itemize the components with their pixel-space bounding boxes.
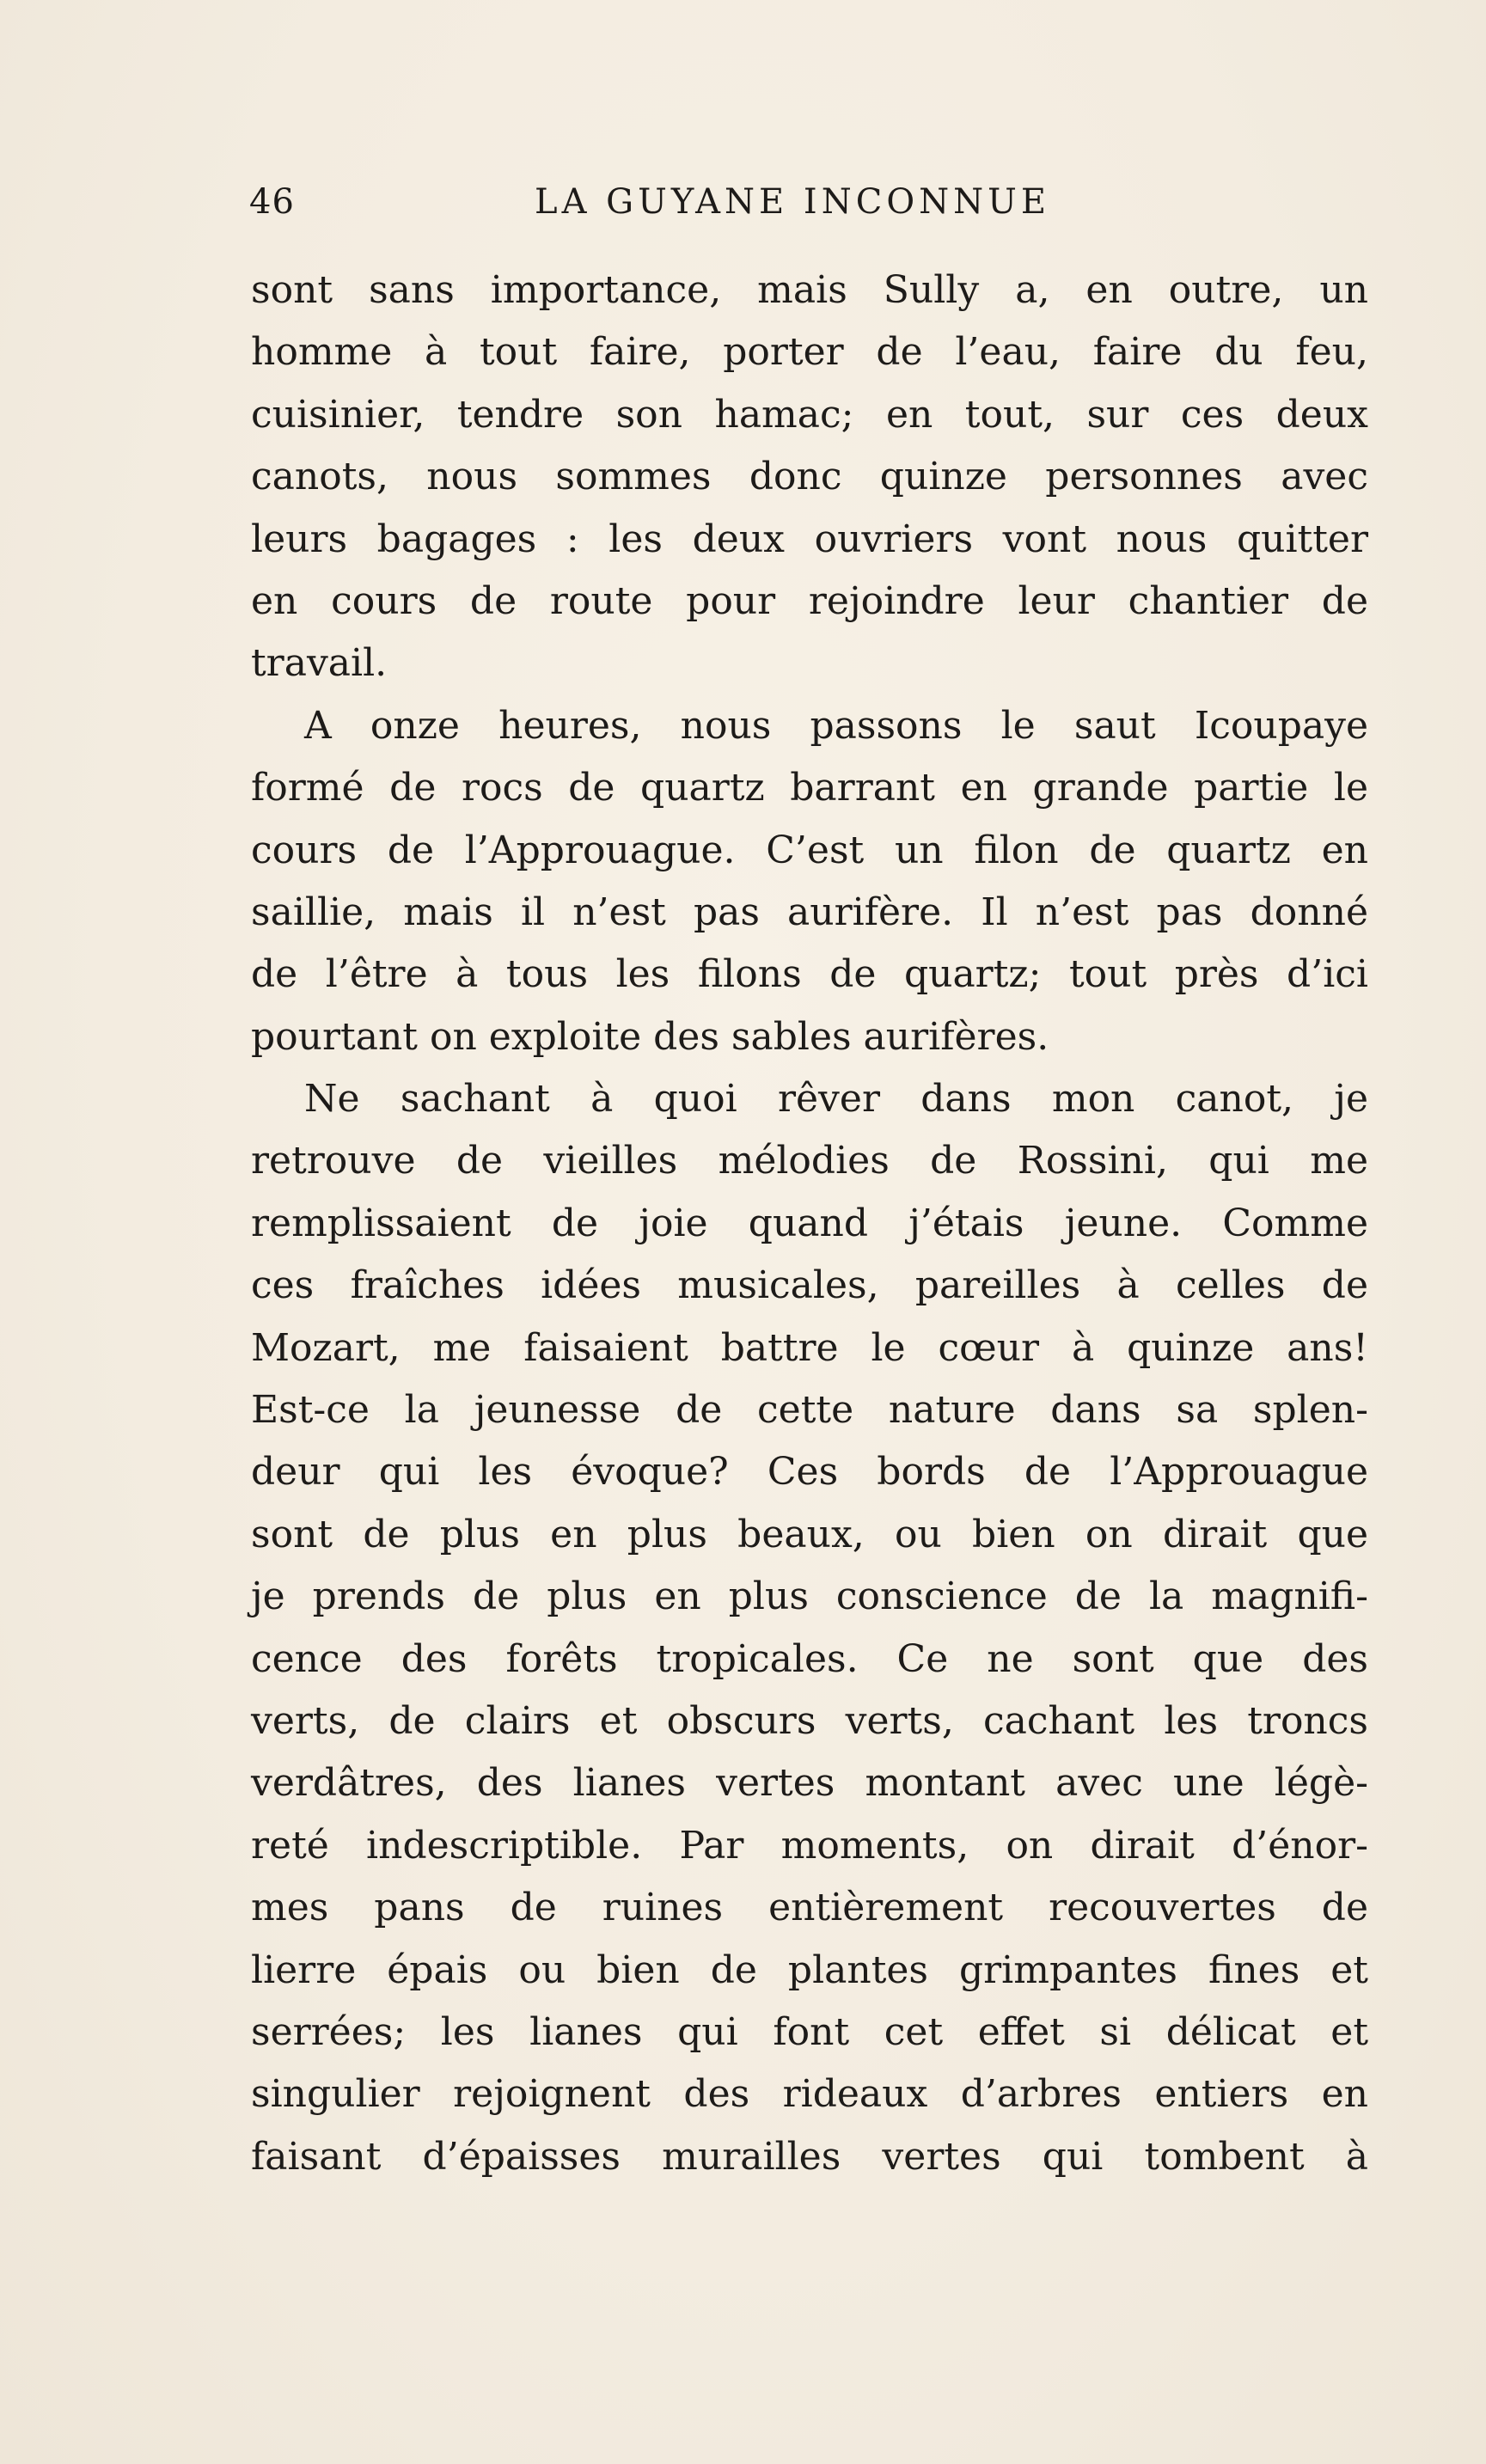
text-line: sont sans importance, mais Sully a, en outre, un (251, 268, 1368, 312)
page-header (249, 182, 1375, 234)
text-line: cuisinier, tendre son hamac; en tout, sur ces deux (251, 392, 1368, 437)
text-line: verdâtres, des lianes vertes montant avec une légè- (251, 1761, 1368, 1806)
text-line: ces fraîches idées musicales, pareilles à celles de (251, 1263, 1368, 1308)
text-line: leurs bagages : les deux ouvriers vont nous quitter (251, 517, 1368, 561)
text-line: en cours de route pour rejoindre leur chantier de (251, 578, 1368, 623)
text-line: deur qui les évoque? Ces bords de l’Approuague (251, 1450, 1368, 1495)
text-line: Mozart, me faisaient battre le cœur à quinze ans! (251, 1325, 1368, 1370)
text-line: je prends de plus en plus conscience de la magnifi- (251, 1574, 1368, 1619)
text-line: formé de rocs de quartz barrant en grande partie le (251, 766, 1368, 810)
body-text (251, 260, 1368, 2188)
text-line: de l’être à tous les filons de quartz; tout près d’ici (251, 952, 1368, 997)
paragraph-start-line: A onze heures, nous passons le saut Icoupaye (304, 703, 1368, 748)
text-line: serrées; les lianes qui font cet effet si délicat et (251, 2009, 1368, 2054)
text-line: lierre épais ou bien de plantes grimpantes fines et (251, 1947, 1368, 1992)
paragraph-end-line: pourtant on exploite des sables aurifères. (251, 1014, 1049, 1059)
running-head: LA GUYANE INCONNUE (535, 182, 1051, 222)
text-line: reté indescriptible. Par moments, on dirait d’énor- (251, 1823, 1368, 1868)
text-line: sont de plus en plus beaux, ou bien on dirait que (251, 1512, 1368, 1556)
text-line: remplissaient de joie quand j’étais jeune. Comme (251, 1201, 1368, 1245)
paragraph-start-line: Ne sachant à quoi rêver dans mon canot, je (304, 1077, 1368, 1122)
page-number: 46 (249, 182, 295, 222)
text-line: saillie, mais il n’est pas aurifère. Il n’est pas donné (251, 890, 1368, 934)
text-line: faisant d’épaisses murailles vertes qui tombent à (251, 2134, 1368, 2179)
text-line: verts, de clairs et obscurs verts, cachant les troncs (251, 1698, 1368, 1743)
text-line: retrouve de vieilles mélodies de Rossini, qui me (251, 1139, 1368, 1183)
text-line: canots, nous sommes donc quinze personnes avec (251, 455, 1368, 499)
text-line: singulier rejoignent des rideaux d’arbres entiers en (251, 2072, 1368, 2117)
text-line: cours de l’Approuague. C’est un filon de quartz en (251, 828, 1368, 872)
text-line: Est-ce la jeunesse de cette nature dans sa splen- (251, 1388, 1368, 1433)
text-line: cence des forêts tropicales. Ce ne sont que des (251, 1636, 1368, 1681)
paragraph-end-line: travail. (251, 641, 388, 686)
text-line: homme à tout faire, porter de l’eau, faire du feu, (251, 330, 1368, 375)
text-line: mes pans de ruines entièrement recouvertes de (251, 1886, 1368, 1930)
